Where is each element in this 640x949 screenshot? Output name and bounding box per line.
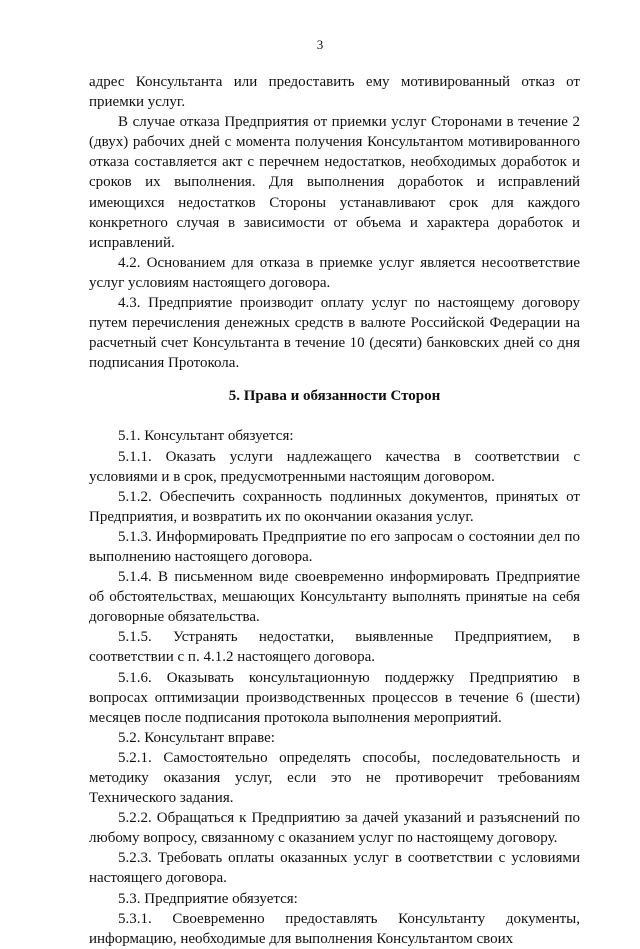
paragraph-4-3: 4.3. Предприятие производит оплату услуг по настоящему договору путем перечисления денежных средств в валюте Российской Федерации на расчетный счет Консультанта в течение 10 (десяти) банковских дней со дня подписания Протокола. (89, 295, 580, 372)
paragraph-5-1-5: 5.1.5. Устранять недостатки, выявленные Предприятием, в соответствии с п. 4.1.2 настоящего договора. (89, 629, 580, 666)
paragraph-5-1-1: 5.1.1. Оказать услуги надлежащего качества в соответствии с условиями и в срок, предусмотренными настоящим договором. (89, 448, 580, 485)
paragraph-5-1-4: 5.1.4. В письменном виде своевременно информировать Предприятие об обстоятельствах, мешающих Консультанту выполнять принятые на себя договорные обязательства. (89, 569, 580, 626)
paragraph-5-3-1: 5.3.1. Своевременно предоставлять Консультанту документы, информацию, необходимые для выполнения Консультантом своих (89, 910, 580, 947)
paragraph-4-2: 4.2. Основанием для отказа в приемке услуг является несоответствие услуг условиям настоящего договора. (89, 254, 580, 291)
paragraph-5-1-6: 5.1.6. Оказывать консультационную поддержку Предприятию в вопросах оптимизации производственных процессов в течение 6 (шести) месяцев после подписания протокола выполнения мероприятий. (89, 669, 580, 726)
paragraph-5-1: 5.1. Консультант обязуется: (118, 428, 294, 445)
paragraph-5-3: 5.3. Предприятие обязуется: (118, 890, 298, 907)
paragraph-continuation: адрес Консультанта или предоставить ему мотивированный отказ от приемки услуг. (89, 74, 580, 111)
paragraph-refusal-procedure: В случае отказа Предприятия от приемки услуг Сторонами в течение 2 (двух) рабочих дней с момента получения Консультантом мотивированного отказа составляется акт с перечнем недостатков, необходимых доработок и сроков их выполнения. Для выполнения доработок и исправлений имеющихся недостатков Стороны устанавливают срок для каждого конкретного случая в зависимости от объема и характера доработок и исправлений. (89, 114, 580, 251)
page-number: 3 (316, 37, 324, 52)
paragraph-5-2-2: 5.2.2. Обращаться к Предприятию за дачей указаний и разъяснений по любому вопросу, связанному с оказанием услуг по настоящему договору. (89, 810, 580, 847)
paragraph-5-2-1: 5.2.1. Самостоятельно определять способы, последовательность и методику оказания услуг, если это не противоречит требованиям Технического задания. (89, 749, 580, 807)
paragraph-5-1-2: 5.1.2. Обеспечить сохранность подлинных документов, принятых от Предприятия, и возвратить их по окончании оказания услуг. (89, 488, 580, 525)
document-body (89, 72, 580, 949)
paragraph-5-2-3: 5.2.3. Требовать оплаты оказанных услуг в соответствии с условиями настоящего договора. (89, 850, 580, 887)
paragraph-5-1-3: 5.1.3. Информировать Предприятие по его запросам о состоянии дел по выполнению настоящего договора. (89, 528, 580, 565)
paragraph-5-2: 5.2. Консультант вправе: (118, 729, 275, 746)
section-heading: 5. Права и обязанности Сторон (228, 388, 441, 405)
